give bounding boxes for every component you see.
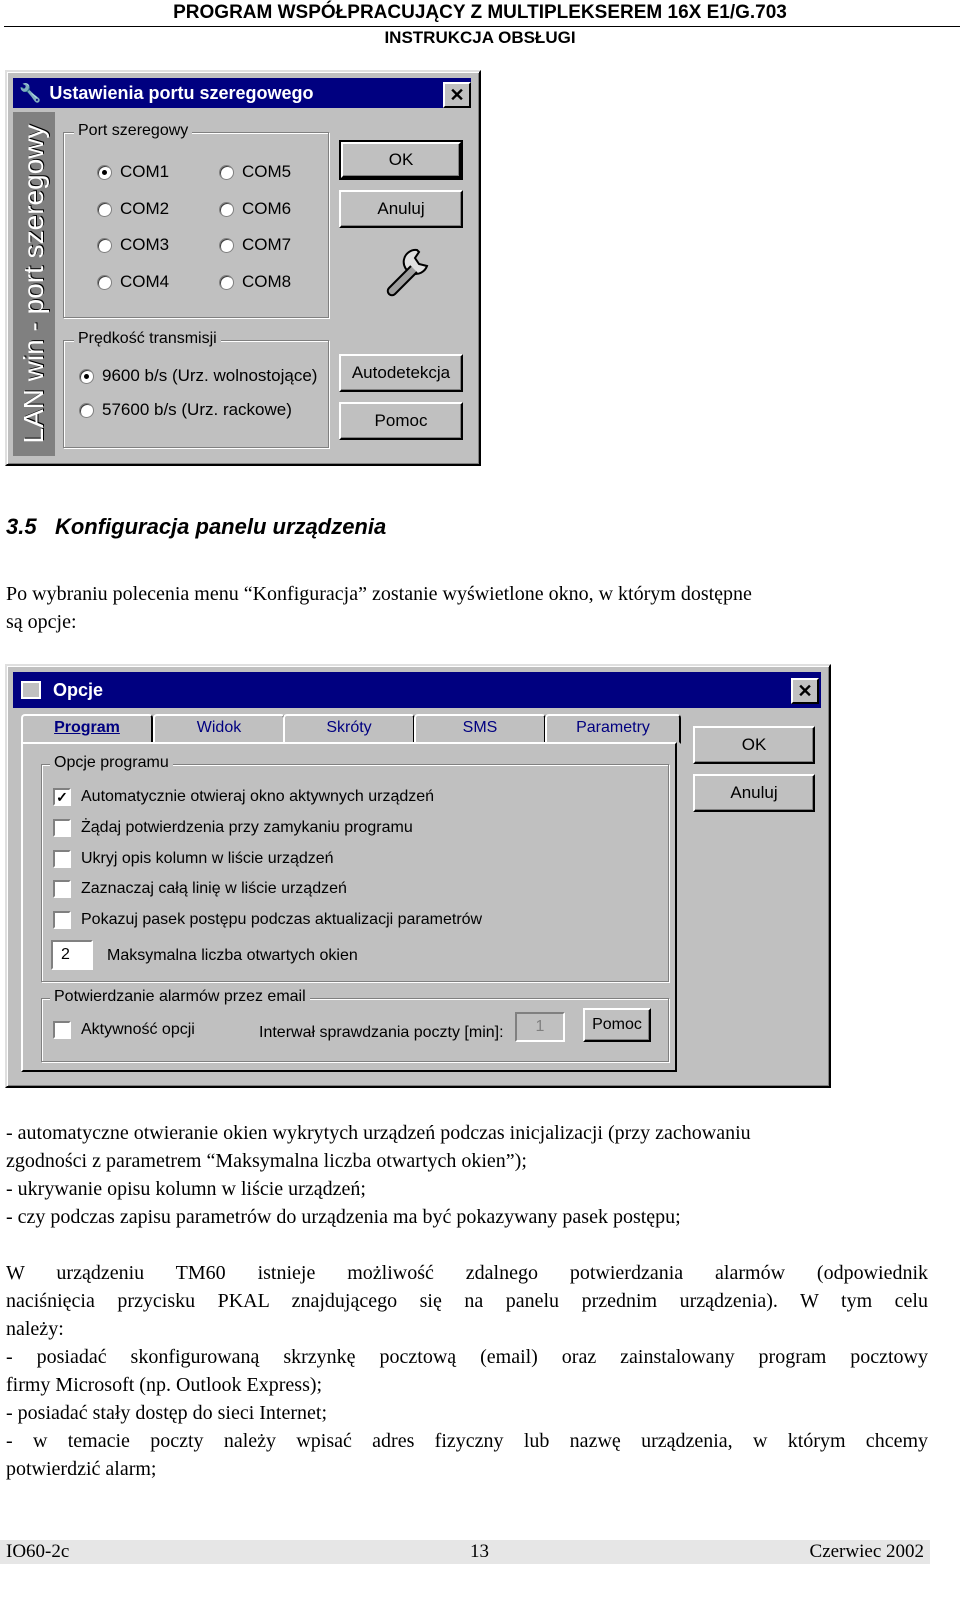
tab-program[interactable]: Program [21, 714, 153, 744]
radio-com1[interactable]: COM1 [97, 162, 169, 182]
radio-dot [97, 165, 112, 180]
speed-group [63, 330, 329, 448]
body-line: firmy Microsoft (np. Outlook Express); [6, 1374, 323, 1396]
tab-skroty[interactable]: Skróty [283, 714, 415, 744]
intro-paragraph [6, 580, 928, 636]
body-line: - automatyczne otwieranie okien wykrytych urządzeń podczas inicjalizacji (przy zachowaniu [6, 1122, 751, 1144]
radio-dot [219, 202, 234, 217]
section-title: Konfiguracja panelu urządzenia [54, 514, 387, 539]
body-line: - ukrywanie opisu kolumn w liście urządzeń; [6, 1178, 366, 1200]
footer-date: Czerwiec 2002 [809, 1541, 924, 1562]
section-heading [6, 514, 386, 540]
body-line: naciśnięcia przycisku PKAL znajdującego się na panelu przednim urządzenia). W tym celu [6, 1290, 928, 1312]
max-windows-input[interactable]: 2 [51, 940, 93, 970]
interval-input[interactable]: 1 [515, 1012, 565, 1042]
intro-line: są opcje: [6, 611, 77, 633]
tab-parametry[interactable]: Parametry [545, 714, 681, 744]
header-rule [4, 26, 960, 27]
radio-com2[interactable]: COM2 [97, 199, 169, 219]
radio-dot [79, 403, 94, 418]
body-line: W urządzeniu TM60 istnieje możliwość zdalnego potwierdzania alarmów (odpowiednik [6, 1262, 928, 1284]
radio-dot [97, 238, 112, 253]
ok-button[interactable]: OK [693, 726, 815, 764]
checkbox-hide-column-desc[interactable]: Ukryj opis kolumn w liście urządzeń [53, 850, 334, 868]
wrench-large-icon [381, 244, 437, 300]
interval-label: Interwał sprawdzania poczty [min]: [259, 1024, 504, 1041]
body-line: - posiadać skonfigurowaną skrzynkę pocztową (email) oraz zainstalowany program pocztowy [6, 1346, 928, 1368]
body-line: - w temacie poczty należy wpisać adres fizyczny lub nazwę urządzenia, w którym chcemy [6, 1430, 928, 1452]
page-number: 13 [470, 1541, 489, 1562]
cancel-button[interactable]: Anuluj [693, 774, 815, 812]
speed-group-label: Prędkość transmisji [74, 330, 221, 348]
radio-speed-57600[interactable]: 57600 b/s (Urz. rackowe) [79, 400, 292, 420]
body-line: zgodności z parametrem “Maksymalna liczba otwartych okien”); [6, 1150, 527, 1172]
checkbox-box [53, 911, 71, 929]
max-windows-label: Maksymalna liczba otwartych okien [107, 947, 358, 964]
sidebar-banner [13, 112, 55, 456]
options-dialog-title: Opcje [53, 679, 104, 700]
tab-strip [21, 714, 681, 742]
section-number: 3.5 [6, 514, 37, 539]
checkbox-box [53, 880, 71, 898]
close-button[interactable]: ✕ [791, 678, 819, 704]
intro-line: Po wybraniu polecenia menu “Konfiguracja” zostanie wyświetlone okno, w którym dostępne [6, 583, 752, 605]
close-button[interactable]: ✕ [443, 82, 471, 108]
sidebar-banner-text: LAN win - port szeregowy [18, 124, 49, 444]
radio-com8[interactable]: COM8 [219, 272, 291, 292]
options-dialog [5, 664, 831, 1088]
tab-widok[interactable]: Widok [153, 714, 285, 744]
help-button[interactable]: Pomoc [339, 402, 463, 440]
checkbox-option-active[interactable]: Aktywność opcji [53, 1021, 195, 1039]
body-line: potwierdzić alarm; [6, 1458, 157, 1480]
radio-com4[interactable]: COM4 [97, 272, 169, 292]
radio-com5[interactable]: COM5 [219, 162, 291, 182]
serial-dialog-title: Ustawienia portu szeregowego [49, 82, 314, 103]
cancel-button[interactable]: Anuluj [339, 190, 463, 228]
checkbox-box [53, 819, 71, 837]
checkbox-box [53, 1021, 71, 1039]
checkbox-show-progress[interactable]: Pokazuj pasek postępu podczas aktualizacji parametrów [53, 911, 482, 929]
radio-speed-9600[interactable]: 9600 b/s (Urz. wolnostojące) [79, 366, 317, 386]
radio-dot [97, 202, 112, 217]
radio-com6[interactable]: COM6 [219, 199, 291, 219]
checkbox-box [53, 850, 71, 868]
footer-doc-id: IO60-2c [6, 1541, 70, 1562]
radio-com7[interactable]: COM7 [219, 235, 291, 255]
body-line: należy: [6, 1318, 64, 1340]
radio-dot [219, 275, 234, 290]
email-confirm-group-label: Potwierdzanie alarmów przez email [50, 988, 310, 1006]
body-line: - posiadać stały dostęp do sieci Internet; [6, 1402, 328, 1424]
radio-com3[interactable]: COM3 [97, 235, 169, 255]
checkbox-box: ✓ [53, 788, 71, 806]
ok-button[interactable]: OK [341, 142, 461, 178]
checkbox-confirm-close[interactable]: Żądaj potwierdzenia przy zamykaniu programu [53, 819, 413, 837]
app-icon [21, 681, 41, 699]
radio-dot [219, 165, 234, 180]
radio-dot [79, 369, 94, 384]
body-line: - czy podczas zapisu parametrów do urządzenia ma być pokazywany pasek postępu; [6, 1206, 681, 1228]
page-footer [0, 1540, 930, 1564]
serial-port-dialog [5, 70, 481, 466]
serial-dialog-titlebar [13, 78, 471, 108]
options-description [6, 1119, 928, 1231]
tab-sms[interactable]: SMS [414, 714, 546, 744]
radio-dot [219, 238, 234, 253]
autodetect-button[interactable]: Autodetekcja [339, 354, 463, 392]
checkbox-select-full-row[interactable]: Zaznaczaj całą linię w liście urządzeń [53, 880, 347, 898]
checkbox-auto-open[interactable]: ✓ Automatycznie otwieraj okno aktywnych urządzeń [53, 788, 434, 806]
options-dialog-titlebar [13, 672, 821, 708]
document-subtitle: INSTRUKCJA OBSŁUGI [384, 28, 576, 47]
email-help-button[interactable]: Pomoc [583, 1008, 651, 1042]
port-group-label: Port szeregowy [74, 122, 192, 140]
program-options-group-label: Opcje programu [50, 754, 173, 772]
radio-dot [97, 275, 112, 290]
email-alarm-description [6, 1259, 928, 1483]
document-title: PROGRAM WSPÓŁPRACUJĄCY Z MULTIPLEKSEREM 16X E1/G.703 [173, 2, 787, 23]
wrench-icon: 🔧 [19, 82, 42, 103]
